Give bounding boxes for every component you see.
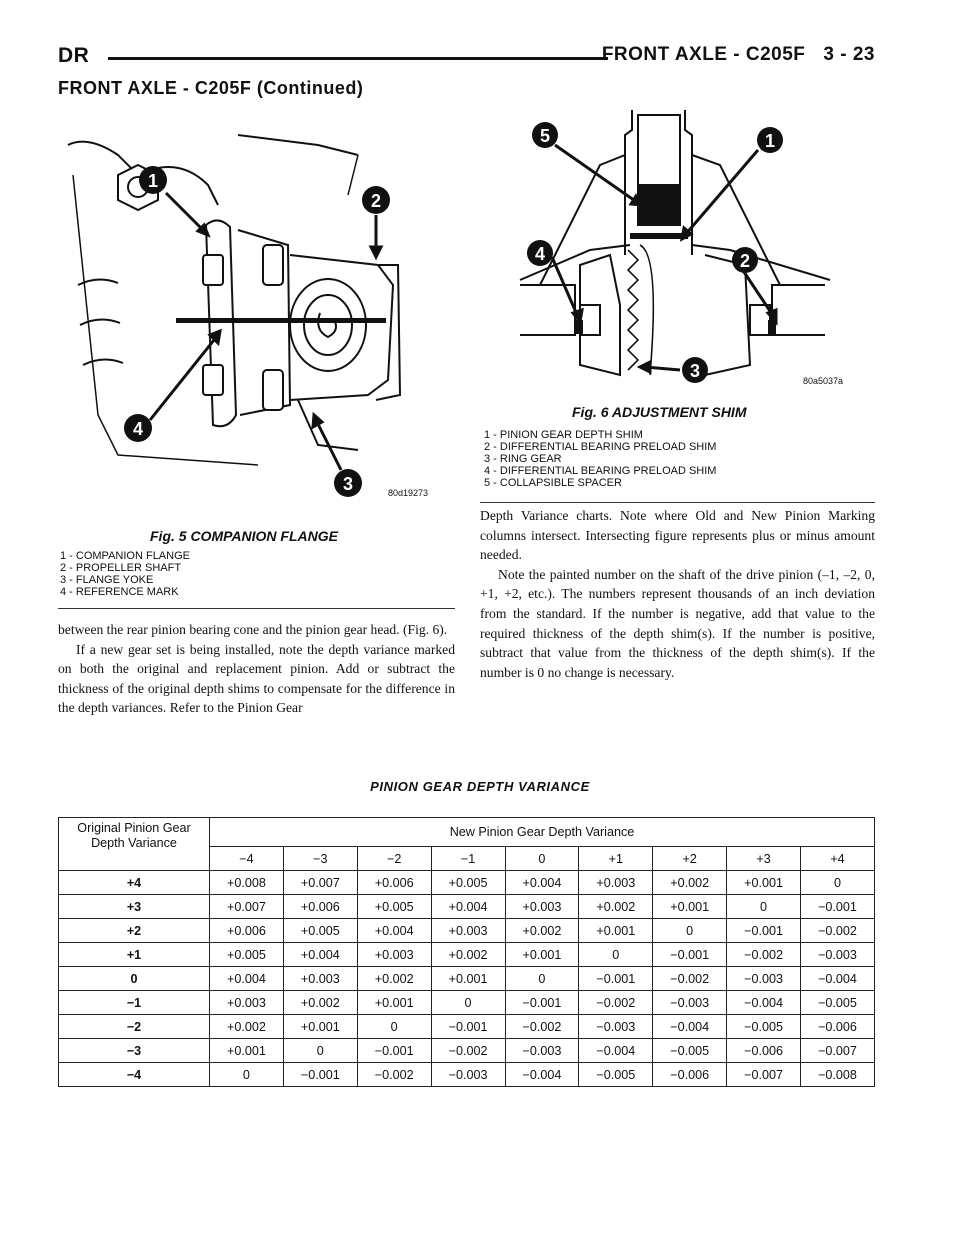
section-title: FRONT AXLE - C205F (Continued) <box>58 78 364 98</box>
table-cell: +0.002 <box>283 991 357 1015</box>
table-cell: 0 <box>801 871 875 895</box>
table-cell: +0.002 <box>357 967 431 991</box>
body-paragraph: Depth Variance charts. Note where Old and New Pinion Marking columns intersect. Intersecting figure represents plus or minus amount needed. <box>480 508 875 563</box>
table-cell: +0.001 <box>579 919 653 943</box>
table-row <box>59 1015 875 1039</box>
table-cell: −0.002 <box>653 967 727 991</box>
body-paragraph: If a new gear set is being installed, note the depth variance marked on both the original and replacement pinion. Add or subtract the thickness of the original depth shims to compensate for the difference in the depth variances. Refer to the Pinion Gear <box>58 641 455 716</box>
table-corner-header: Original Pinion Gear Depth Variance <box>59 818 210 871</box>
table-cell: 0 <box>283 1039 357 1063</box>
table-column-header: −2 <box>357 847 431 871</box>
fig5-illustration <box>58 115 458 505</box>
page-number: 3 - 23 <box>823 44 875 65</box>
table-row <box>59 991 875 1015</box>
table-cell: +0.005 <box>283 919 357 943</box>
table-cell: −0.002 <box>579 991 653 1015</box>
table-row <box>59 1063 875 1087</box>
table-row-header: −4 <box>59 1063 210 1087</box>
fig6-legend-item: 2 - DIFFERENTIAL BEARING PRELOAD SHIM <box>484 441 717 453</box>
table-cell: −0.002 <box>431 1039 505 1063</box>
table-cell: 0 <box>431 991 505 1015</box>
header-right <box>602 44 875 66</box>
table-cell: +0.001 <box>283 1015 357 1039</box>
table-cell: −0.003 <box>653 991 727 1015</box>
table-cell: +0.002 <box>579 895 653 919</box>
table-cell: 0 <box>727 895 801 919</box>
table-cell: +0.002 <box>431 943 505 967</box>
table-cell: +0.008 <box>210 871 284 895</box>
table-cell: −0.001 <box>283 1063 357 1087</box>
fig6-callout-4-label: 4 <box>534 244 546 264</box>
table-cell: −0.003 <box>801 943 875 967</box>
table-title: PINION GEAR DEPTH VARIANCE <box>370 779 590 794</box>
table-cell: −0.004 <box>579 1039 653 1063</box>
table-column-header: +2 <box>653 847 727 871</box>
table-cell: 0 <box>210 1063 284 1087</box>
table-cell: +0.001 <box>431 967 505 991</box>
header-section-code: DR <box>58 44 90 67</box>
fig6-callout-3-label: 3 <box>689 361 701 381</box>
table-cell: +0.004 <box>357 919 431 943</box>
table-cell: −0.006 <box>727 1039 801 1063</box>
table-cell: 0 <box>505 967 579 991</box>
fig5-legend-item: 1 - COMPANION FLANGE <box>60 550 190 562</box>
fig6-callout-2-label: 2 <box>739 251 751 271</box>
table-cell: −0.001 <box>653 943 727 967</box>
table-cell: +0.004 <box>505 871 579 895</box>
table-cell: +0.001 <box>210 1039 284 1063</box>
table-column-header: −4 <box>210 847 284 871</box>
fig5-code: 80d19273 <box>388 488 429 498</box>
table-cell: −0.005 <box>653 1039 727 1063</box>
table-column-header: +1 <box>579 847 653 871</box>
table-cell: −0.001 <box>801 895 875 919</box>
table-row <box>59 919 875 943</box>
table-row-header: −3 <box>59 1039 210 1063</box>
table-row <box>59 967 875 991</box>
table-cell: −0.008 <box>801 1063 875 1087</box>
table-cell: −0.003 <box>579 1015 653 1039</box>
table-cell: +0.001 <box>653 895 727 919</box>
table-cell: −0.006 <box>801 1015 875 1039</box>
fig6-legend-item: 1 - PINION GEAR DEPTH SHIM <box>484 429 643 441</box>
body-left-column <box>58 620 455 718</box>
table-row <box>59 895 875 919</box>
table-row <box>59 943 875 967</box>
table-row <box>59 871 875 895</box>
body-right-column <box>480 506 875 682</box>
table-row-header: +3 <box>59 895 210 919</box>
table-cell: +0.003 <box>210 991 284 1015</box>
table-cell: +0.003 <box>357 943 431 967</box>
table-cell: +0.003 <box>431 919 505 943</box>
table-cell: +0.003 <box>283 967 357 991</box>
table-cell: −0.001 <box>505 991 579 1015</box>
table-column-header: +3 <box>727 847 801 871</box>
table-cell: +0.001 <box>505 943 579 967</box>
table-column-header: 0 <box>505 847 579 871</box>
table-cell: −0.001 <box>727 919 801 943</box>
fig6-illustration <box>480 105 875 395</box>
table-column-header: +4 <box>801 847 875 871</box>
fig5-legend-item: 2 - PROPELLER SHAFT <box>60 562 182 574</box>
table-cell: +0.006 <box>283 895 357 919</box>
table-cell: −0.001 <box>357 1039 431 1063</box>
table-cell: +0.002 <box>653 871 727 895</box>
table-cell: +0.004 <box>210 967 284 991</box>
table-cell: 0 <box>579 943 653 967</box>
table-cell: +0.002 <box>210 1015 284 1039</box>
fig5-callout-2-label: 2 <box>370 191 382 211</box>
table-cell: +0.007 <box>210 895 284 919</box>
fig5-legend-item: 4 - REFERENCE MARK <box>60 586 179 598</box>
fig5-rule <box>58 608 455 609</box>
table-row <box>59 1039 875 1063</box>
table-cell: +0.006 <box>357 871 431 895</box>
fig5-callout-4-label: 4 <box>132 419 144 439</box>
table-body <box>59 871 875 1087</box>
table-cell: +0.004 <box>283 943 357 967</box>
table-cell: −0.004 <box>801 967 875 991</box>
table-cell: −0.004 <box>505 1063 579 1087</box>
table-cell: −0.005 <box>801 991 875 1015</box>
table-cell: −0.006 <box>653 1063 727 1087</box>
table-cell: 0 <box>357 1015 431 1039</box>
fig6-rule <box>480 502 875 503</box>
table-cell: −0.001 <box>431 1015 505 1039</box>
table-cell: −0.003 <box>431 1063 505 1087</box>
fig6-callout-5-label: 5 <box>539 126 551 146</box>
table-cell: −0.002 <box>505 1015 579 1039</box>
fig6-caption: Fig. 6 ADJUSTMENT SHIM <box>572 404 747 420</box>
table-cell: +0.002 <box>505 919 579 943</box>
table-column-header: −1 <box>431 847 505 871</box>
table-cell: −0.007 <box>801 1039 875 1063</box>
table-column-header: −3 <box>283 847 357 871</box>
table-cell: +0.005 <box>210 943 284 967</box>
fig5-legend-item: 3 - FLANGE YOKE <box>60 574 154 586</box>
fig5-callout-3-label: 3 <box>342 474 354 494</box>
table-cell: −0.005 <box>727 1015 801 1039</box>
fig6-legend-item: 3 - RING GEAR <box>484 453 562 465</box>
table-cell: −0.002 <box>727 943 801 967</box>
table-cell: +0.005 <box>357 895 431 919</box>
table-cell: +0.001 <box>357 991 431 1015</box>
table-cell: −0.007 <box>727 1063 801 1087</box>
table-cell: +0.004 <box>431 895 505 919</box>
fig5-drawing <box>58 115 458 505</box>
table-cell: −0.004 <box>727 991 801 1015</box>
table-cell: −0.003 <box>727 967 801 991</box>
table-cell: −0.002 <box>801 919 875 943</box>
table-cell: −0.002 <box>357 1063 431 1087</box>
table-row-header: −1 <box>59 991 210 1015</box>
table-cell: −0.004 <box>653 1015 727 1039</box>
body-paragraph: Note the painted number on the shaft of the drive pinion (–1, –2, 0, +1, +2, etc.). The numbers represent thousands of an inch deviation from the standard. If the number is negative, add that value to the required thickness of the depth shim(s). If the number is positive, subtract that value from the thickness of the depth shim(s). If the number is 0 no change is necessary. <box>480 566 875 680</box>
fig6-code: 80a5037a <box>803 376 844 386</box>
table-cell: +0.003 <box>505 895 579 919</box>
fig5-callout-1-label: 1 <box>147 171 159 191</box>
table-row-header: 0 <box>59 967 210 991</box>
fig5-legend <box>60 550 190 598</box>
body-paragraph: between the rear pinion bearing cone and the pinion gear head. (Fig. 6). <box>58 622 448 637</box>
fig5-caption: Fig. 5 COMPANION FLANGE <box>150 528 338 544</box>
fig6-drawing <box>480 105 875 395</box>
table-cell: +0.003 <box>579 871 653 895</box>
table-row-header: +1 <box>59 943 210 967</box>
fig6-legend-item: 4 - DIFFERENTIAL BEARING PRELOAD SHIM <box>484 465 717 477</box>
table-row-header: +4 <box>59 871 210 895</box>
header-rule <box>108 57 608 60</box>
pinion-depth-variance-table <box>58 817 875 1087</box>
fig6-callout-1-label: 1 <box>764 131 776 151</box>
fig6-legend-item: 5 - COLLAPSIBLE SPACER <box>484 477 622 489</box>
table-row-header: +2 <box>59 919 210 943</box>
table-cell: 0 <box>653 919 727 943</box>
table-cell: +0.001 <box>727 871 801 895</box>
table-cell: +0.006 <box>210 919 284 943</box>
table-cell: +0.005 <box>431 871 505 895</box>
header-title: FRONT AXLE - C205F <box>601 44 806 65</box>
fig6-legend <box>484 429 716 489</box>
table-cell: −0.001 <box>579 967 653 991</box>
table-cell: −0.005 <box>579 1063 653 1087</box>
table-cell: +0.007 <box>283 871 357 895</box>
table-new-header: New Pinion Gear Depth Variance <box>210 818 875 847</box>
table-row-header: −2 <box>59 1015 210 1039</box>
table-cell: −0.003 <box>505 1039 579 1063</box>
